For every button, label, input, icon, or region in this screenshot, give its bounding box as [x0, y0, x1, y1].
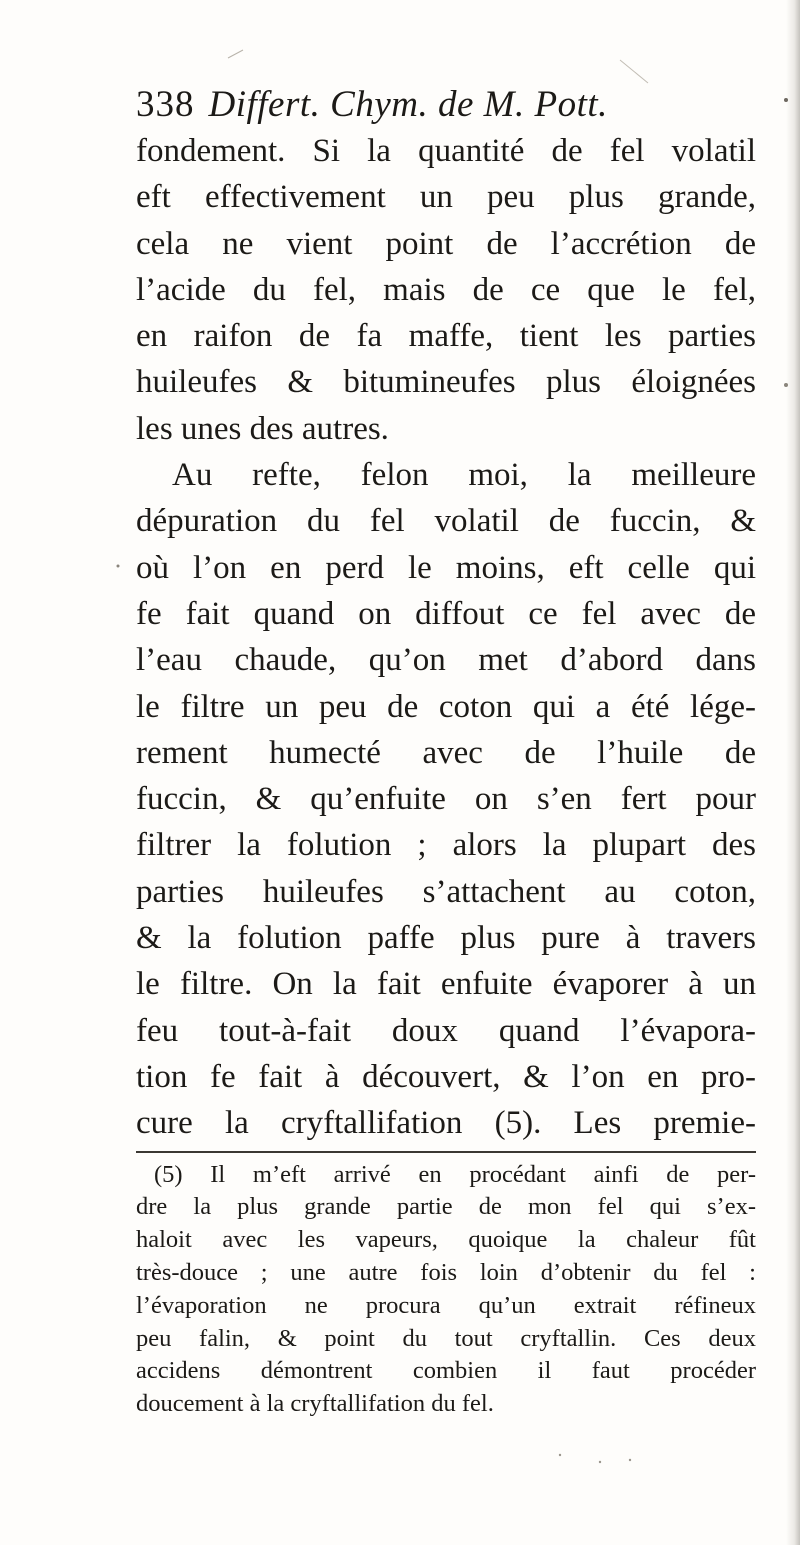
body-line: l’acide du fel, mais de ce que le fel, [136, 271, 756, 308]
body-line: & la folution paffe plus pure à travers [136, 920, 756, 957]
body-line: cure la cryftallifation (5). Les premie- [136, 1105, 756, 1142]
body-line: où l’on en perd le moins, eft celle qui [136, 549, 756, 586]
body-line: fe fait quand on diffout ce fel avec de [136, 595, 756, 632]
body-line: parties huileufes s’attachent au coton, [136, 873, 756, 910]
body-line: en raifon de fa maffe, tient les parties [136, 318, 756, 355]
body-line: le filtre. On la fait enfuite évaporer à un [136, 966, 756, 1003]
body-line: feu tout-à-fait doux quand l’évapora- [136, 1012, 756, 1049]
body-line: huileufes & bitumineufes plus éloignées [136, 364, 756, 401]
footnote-line: dre la plus grande partie de mon fel qui s’ex- [136, 1193, 756, 1221]
body-line: rement humecté avec de l’huile de [136, 734, 756, 771]
footnote-rule [136, 1151, 756, 1153]
body-line: filtrer la folution ; alors la plupart des [136, 827, 756, 864]
running-title: Differt. Chym. de M. Pott. [208, 84, 608, 125]
page-number: 338 [136, 84, 195, 125]
body-line: les unes des autres. [136, 410, 389, 447]
body-line: eft effectivement un peu plus grande, [136, 179, 756, 216]
page-header [136, 82, 756, 128]
footnote-line: doucement à la cryftallifation du fel. [136, 1390, 494, 1418]
book-page [136, 82, 756, 1421]
body-line: fuccin, & qu’enfuite on s’en fert pour [136, 781, 756, 818]
body-text [136, 128, 756, 1147]
footnote-line: (5) Il m’eft arrivé en procédant ainfi de per- [154, 1160, 756, 1188]
footnote [136, 1159, 756, 1421]
body-line: l’eau chaude, qu’on met d’abord dans [136, 642, 756, 679]
footnote-line: accidens démontrent combien il faut procéder [136, 1357, 756, 1385]
body-line: fondement. Si la quantité de fel volatil [136, 133, 756, 169]
footnote-line: très-douce ; une autre fois loin d’obtenir du fel : [136, 1258, 756, 1286]
body-line: tion fe fait à découvert, & l’on en pro- [136, 1058, 756, 1095]
footnote-line: l’évaporation ne procura qu’un extrait réfineux [136, 1291, 756, 1319]
footnote-line: haloit avec les vapeurs, quoique la chaleur fût [136, 1226, 756, 1254]
body-line: cela ne vient point de l’accrétion de [136, 225, 756, 262]
paragraph-start-line: Au refte, felon moi, la meilleure [172, 457, 756, 494]
body-line: dépuration du fel volatil de fuccin, & [136, 503, 756, 540]
footnote-line: peu falin, & point du tout cryftallin. Ces deux [136, 1324, 756, 1352]
body-line: le filtre un peu de coton qui a été lége- [136, 688, 756, 725]
